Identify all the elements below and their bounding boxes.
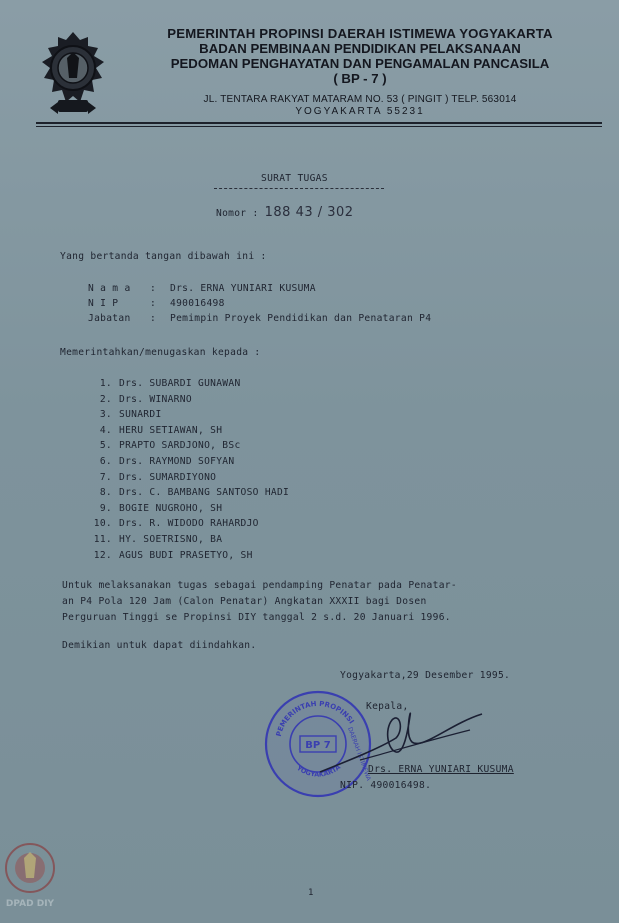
closing-text: Demikian untuk dapat diindahkan. <box>62 640 257 651</box>
identity-row: N a m a : Drs. ERNA YUNIARI KUSUMA <box>88 283 316 294</box>
signer-nip: NIP. 490016498. <box>340 780 432 791</box>
assignee-name: Drs. C. BAMBANG SANTOSO HADI <box>119 487 290 499</box>
letterhead-address: JL. TENTARA RAKYAT MATARAM NO. 53 ( PINGIT ) TELP. 563014 <box>203 94 517 105</box>
assignee-name: Drs. RAYMOND SOFYAN <box>119 455 235 467</box>
list-item: 9. BOGIE NUGROHO, SH <box>86 501 289 517</box>
letterhead-line-3: PEDOMAN PENGHAYATAN DAN PENGAMALAN PANCASILA <box>170 56 550 71</box>
list-item: 6. Drs. RAYMOND SOFYAN <box>86 454 289 470</box>
purpose-line: Perguruan Tinggi se Propinsi DIY tanggal 2 s.d. 20 Januari 1996. <box>62 612 451 623</box>
stamp-top-text: PEMERINTAH PROPINSI <box>274 699 356 738</box>
number-value: 188 43 / 302 <box>264 205 354 220</box>
archive-watermark-icon <box>2 836 58 921</box>
letterhead-city: YOGYAKARTA 55231 <box>295 106 425 117</box>
purpose-paragraph <box>62 578 562 626</box>
signer-title: Kepala, <box>366 701 409 712</box>
list-item: 11. HY. SOETRISNO, BA <box>86 532 289 548</box>
list-item: 8. Drs. C. BAMBANG SANTOSO HADI <box>86 485 289 501</box>
assignee-name: Drs. WINARNO <box>119 393 192 405</box>
yogyakarta-emblem-icon <box>36 28 110 120</box>
stamp-bottom-text: YOGYAKARTA <box>295 763 343 779</box>
assignee-name: SUNARDI <box>119 409 162 421</box>
assignee-name: HERU SETIAWAN, SH <box>119 424 223 436</box>
header-rule-thin <box>36 126 602 127</box>
list-item: 5. PRAPTO SARDJONO, BSc <box>86 438 289 454</box>
purpose-line: an P4 Pola 120 Jam (Calon Penatar) Angkatan XXXII bagi Dosen <box>62 596 427 607</box>
assignee-name: BOGIE NUGROHO, SH <box>119 502 223 514</box>
signer-identity <box>88 281 431 326</box>
order-text: Memerintahkan/menugaskan kepada : <box>60 347 261 358</box>
identity-value: 490016498 <box>170 298 225 309</box>
purpose-line: Untuk melaksanakan tugas sebagai pendamping Penatar pada Penatar- <box>62 580 457 591</box>
identity-key: Jabatan <box>88 313 131 324</box>
signer-name: Drs. ERNA YUNIARI KUSUMA <box>368 764 514 775</box>
page-number: 1 <box>308 888 314 898</box>
watermark-text: DPAD DIY <box>5 899 55 909</box>
stamp-right-text: DAERAH ISTIMEWA <box>346 726 373 782</box>
identity-row: Jabatan : Pemimpin Proyek Pendidikan dan Penataran P4 <box>88 313 432 324</box>
assignee-name: Drs. SUBARDI GUNAWAN <box>119 378 241 389</box>
list-item: 10. Drs. R. WIDODO RAHARDJO <box>86 516 289 532</box>
letterhead-line-4: ( BP - 7 ) <box>333 71 387 86</box>
letterhead-line-2: BADAN PEMBINAAN PENDIDIKAN PELAKSANAAN <box>199 41 521 56</box>
identity-key: N a m a <box>88 283 131 294</box>
list-item: 1. Drs. SUBARDI GUNAWAN <box>86 376 289 392</box>
assignee-name: Drs. SUMARDIYONO <box>119 471 217 483</box>
identity-key: N I P <box>88 298 119 309</box>
identity-value: Pemimpin Proyek Pendidikan dan Penataran P4 <box>170 313 432 324</box>
assignee-name: PRAPTO SARDJONO, BSc <box>119 440 241 452</box>
number-label: Nomor : <box>216 208 259 219</box>
assignee-list <box>86 376 289 563</box>
list-item: 12. AGUS BUDI PRASETYO, SH <box>86 548 289 564</box>
title-dash-line <box>214 188 384 189</box>
identity-row: N I P : 490016498 <box>88 298 225 309</box>
letterhead-line-1: PEMERINTAH PROPINSI DAERAH ISTIMEWA YOGYAKARTA <box>167 26 553 41</box>
intro-text: Yang bertanda tangan dibawah ini : <box>60 251 267 262</box>
list-item: 3. SUNARDI <box>86 407 289 423</box>
header-rule-thick <box>36 122 602 124</box>
identity-value: Drs. ERNA YUNIARI KUSUMA <box>170 283 316 294</box>
list-item: 4. HERU SETIAWAN, SH <box>86 423 289 439</box>
assignee-name: Drs. R. WIDODO RAHARDJO <box>119 518 259 530</box>
assignee-name: HY. SOETRISNO, BA <box>119 533 223 545</box>
document-number <box>216 205 354 220</box>
list-item: 7. Drs. SUMARDIYONO <box>86 470 289 486</box>
assignee-name: AGUS BUDI PRASETYO, SH <box>119 549 253 561</box>
list-item: 2. Drs. WINARNO <box>86 392 289 408</box>
stamp-center-text: BP 7 <box>305 740 331 751</box>
letterhead <box>120 26 600 118</box>
document-title: SURAT TUGAS <box>261 173 328 184</box>
place-date: Yogyakarta,29 Desember 1995. <box>340 670 511 681</box>
